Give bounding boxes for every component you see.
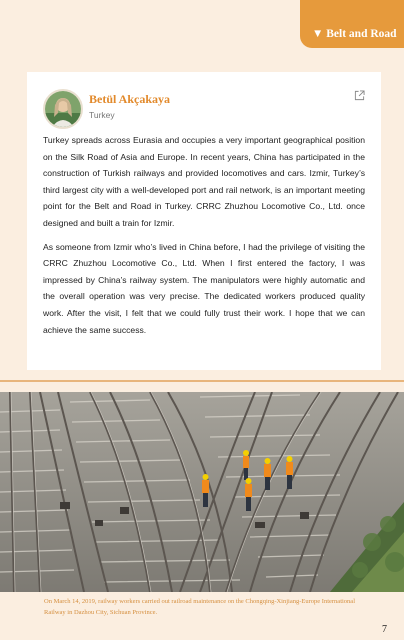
section-divider [0,380,404,382]
section-tab: ▼ Belt and Road [300,0,404,48]
share-icon[interactable] [354,90,365,101]
railway-photo [0,392,404,592]
article-paragraph-2: As someone from Izmir who’s lived in China before, I had the privilege of visiting the CRRC Zhuzhou Locomotive Co., Ltd. When I first entered the factory, I was impressed by China’s railway system. The manipulators were highly automatic and the overall operation was very precise. The dedicated workers produced quality work. After the visit, I felt that we could fully trust their work. I hope that we can achieve the same success. [43,241,365,335]
author-country: Turkey [89,110,115,120]
page-number: 7 [382,624,387,635]
article-body [43,132,365,345]
author-name: Betül Akçakaya [89,92,171,106]
article-paragraph-1: Turkey spreads across Eurasia and occupies a very important geographical position on the Silk Road of Asia and Europe. In recent years, China has participated in the construction of Turkish railways and provided locomotives and cars. Izmir, Turkey’s third largest city with a well-developed port and rail network, is an important meeting point for the Belt and Road in Turkey. CRRC Zhuzhou Locomotive Co., Ltd. once designed and built a train for Izmir. [43,135,365,228]
testimonial-card [27,72,381,370]
avatar [43,89,83,129]
photo-caption: On March 14, 2019, railway workers carried out railroad maintenance on the Chongqing-Xinjiang-Europe International Railway in Dazhou City, Sichuan Province. [44,598,355,616]
